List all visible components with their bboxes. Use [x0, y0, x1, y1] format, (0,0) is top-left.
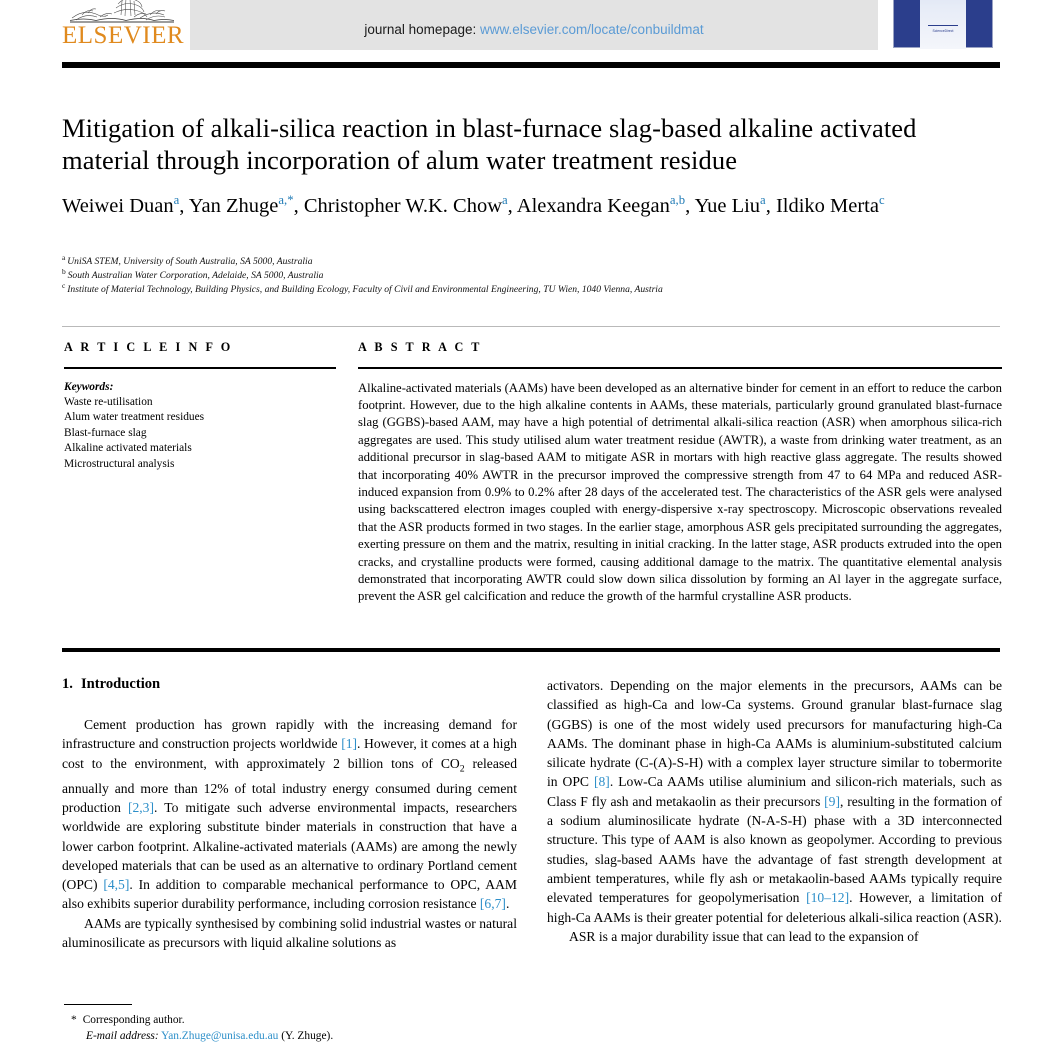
citation-link[interactable]: [9] [824, 793, 841, 809]
citation-link[interactable]: [4,5] [103, 877, 130, 893]
author-affiliation-marker: a [502, 193, 508, 208]
article-info-column [64, 340, 336, 472]
footnote-email-line [64, 1029, 519, 1045]
journal-homepage-link[interactable]: www.elsevier.com/locate/conbuildmat [480, 22, 704, 37]
section-title: Introduction [80, 676, 161, 692]
citation-link[interactable]: [10–12] [806, 890, 850, 906]
author-name: Yan Zhuge [188, 195, 279, 217]
keyword-item: Blast-furnace slag [64, 426, 147, 439]
body-paragraph: Cement production has grown rapidly with the increasing demand for infrastructure and construction projects worldwide [1]. However, it comes at a high cost to the environment, with approximately 2 billion tons of $CO_2$ released annually and more than 12% of total industry energy consumed during cement production [2,3]. To mitigate such adverse environmental impacts, researchers worldwide are exploring substitute binder materials in construction that have a lower carbon footprint. Alkaline-activated materials (AAMs) are among the newly developed materials that can be used as an alternative to ordinary Portland cement (OPC) [4,5]. In addition to comparable mechanical performance to OPC, AAM also exhibits superior durability performance, including corrosion resistance [6,7]. [62, 717, 517, 912]
footnote-corresponding-text: Corresponding author. [82, 1014, 185, 1026]
article-info-rule [64, 367, 336, 369]
affiliation-list [62, 252, 1002, 297]
email-label: E-mail address: [86, 1029, 159, 1042]
author-name: Ildiko Merta [775, 195, 879, 217]
left-column-paragraphs [62, 715, 517, 952]
affiliation-text: Institute of Material Technology, Building Physics, and Building Ecology, Faculty of Civil and Environmental Engineering, TU Wien, 1040 Vienna, Austria [67, 284, 663, 295]
author-name: Weiwei Duan [62, 195, 174, 217]
affiliation-marker: a [62, 252, 68, 262]
citation-link[interactable]: [1] [341, 736, 358, 752]
keyword-item: Alkaline activated materials [64, 442, 192, 455]
affiliation-item [62, 252, 1002, 269]
keyword-item: Alum water treatment residues [64, 411, 205, 424]
body-paragraph: AAMs are typically synthesised by combining solid industrial wastes or natural aluminosilicate as precursors with liquid alkaline solutions as [62, 915, 517, 950]
affiliation-item [62, 266, 1002, 283]
elsevier-wordmark: ELSEVIER [62, 22, 185, 49]
affiliation-text: South Australian Water Corporation, Adelaide, SA 5000, Australia [67, 270, 324, 281]
body-paragraph: ASR is a major durability issue that can lead to the expansion of [569, 928, 919, 944]
author-affiliation-marker: a,b [669, 193, 686, 208]
author-affiliation-marker: a, [278, 193, 288, 208]
body-column-right [547, 676, 1002, 946]
journal-cover-thumbnail[interactable] [893, 0, 993, 48]
author-list: Weiwei Duan$^a$, Yan Zhuge$^{a,*}$, Christopher W.K. Chow$^a$, Alexandra Keegan$^{a,b}$, Yue Liu$^a$, Ildiko Merta$^c$ [62, 193, 885, 217]
panel-top-rule [62, 326, 1000, 327]
keywords-list [64, 395, 336, 472]
footnote-corresponding-line [64, 1013, 519, 1029]
body-columns [62, 676, 1002, 996]
corresponding-author-marker: * [287, 193, 294, 208]
abstract-text: Alkaline-activated materials (AAMs) have been developed as an alternative binder for cement in an effort to reduce the carbon footprint. However, due to the high alkaline contents in AAMs, these materials, particularly ground granulated blast-furnace slag (GGBS)-based AAM, may have a high potential of detrimental alkali-silica reaction (ASR) when amorphous silica-rich aggregates are used. This study utilised alum water treatment residue (AWTR), a waste from drinking water treatment, as an additional precursor in slag-based AAM to mitigate ASR in mortars with high reactive glass aggregate. The results showed that incorporating 40% AWTR in the precursor improved the compressive strength from 47 to 64 MPa and reduced ASR-induced expansion from 0.9% to 0.2% after 28 days of the accelerated test. The characteristics of the ASR gels were analysed using backscattered electron images coupled with energy-dispersive x-ray spectroscopy. Microscopic observations revealed that the ASR products formed in two stages. In the earlier stage, amorphous ASR gels precipitated surrounding the aggregates, exerting pressure on them and the matrix, resulting in initial cracking. In the latter stage, ASR products extruded into the open cracks, and crystalline products were formed, causing additional damage to the matrix. The quantitative elemental analysis demonstrated that incorporating AWTR could slow down silica dissolution by forming an Al layer in the aggregate surface, prevent the ASR gel calcification and reduce the growth of the harmful crystalline ASR products. [358, 380, 1002, 604]
journal-homepage-bar [190, 0, 878, 50]
section-heading-introduction [62, 676, 517, 693]
cover-footer-text: ScienceDirect [932, 29, 954, 33]
journal-cover-panel [920, 0, 966, 49]
keywords-label: Keywords: [64, 380, 114, 393]
footnote-rule [64, 1004, 132, 1005]
abstract-rule [358, 367, 1002, 369]
author-affiliation-marker: c [878, 193, 885, 208]
abstract-column [358, 340, 1002, 606]
corresponding-author-footnote [64, 1004, 519, 1044]
citation-link[interactable]: [6,7] [479, 896, 506, 912]
author-name: Yue Liu [694, 195, 761, 217]
footnote-star: * [71, 1014, 77, 1026]
journal-homepage-line [190, 22, 878, 37]
cover-divider [928, 25, 958, 26]
email-link[interactable]: Yan.Zhuge@unisa.edu.au [161, 1029, 279, 1042]
article-info-heading: A R T I C L E I N F O [64, 340, 233, 354]
subscript-text: 2 [459, 763, 465, 775]
homepage-label: journal homepage: [364, 22, 477, 37]
citation-link[interactable]: [2,3] [127, 799, 154, 815]
abstract-bottom-rule [62, 648, 1000, 652]
right-column-paragraphs [547, 676, 1002, 946]
journal-masthead [0, 0, 1058, 56]
affiliation-marker: b [62, 266, 68, 276]
email-owner: (Y. Zhuge). [281, 1029, 334, 1042]
affiliation-text: UniSA STEM, University of South Australia, SA 5000, Australia [67, 256, 313, 267]
abstract-heading: A B S T R A C T [358, 340, 483, 354]
title-block [62, 112, 1002, 176]
body-column-left [62, 676, 517, 952]
author-name: Christopher W.K. Chow [303, 195, 503, 217]
keyword-item: Waste re-utilisation [64, 396, 153, 408]
section-number: 1. [62, 676, 73, 692]
author-affiliation-marker: a [173, 193, 180, 208]
author-affiliation-marker: a [760, 193, 766, 208]
affiliation-marker: c [62, 280, 68, 290]
body-paragraph: activators. Depending on the major elements in the precursors, AAMs can be classified as high-Ca and low-Ca systems. Ground granular blast-furnace slag (GGBS) is one of the most widely used precursors for manufacturing high-Ca AAMs. The dominant phase in high-Ca AAMs is aluminium-substituted calcium silicate hydrate (C-(A)-S-H) with a complex layer structure similar to tobermorite in OPC [8]. Low-Ca AAMs utilise aluminium and silicon-rich materials, such as Class F fly ash and metakaolin as their precursors [9], resulting in the formation of a sodium aluminosilicate hydrate (N-A-S-H) phase with a 3D interconnected structure. This type of AAM is also known as geopolymer. According to previous studies, slag-based AAMs have the advantage of fast strength development at ambient temperatures, while fly ash or metakaolin-based AAMs typically require elevated temperatures for geopolymerisation [10–12]. However, a limitation of high-Ca AAMs is their greater potential for deleterious alkali-silica reaction (ASR). [547, 678, 1003, 925]
keyword-item: Microstructural analysis [64, 457, 175, 470]
citation-link[interactable]: [8] [593, 774, 610, 790]
author-name: Alexandra Keegan [516, 195, 670, 217]
masthead-bottom-rule [62, 62, 1000, 68]
page-title: Mitigation of alkali-silica reaction in blast-furnace slag-based alkaline activated material through incorporation of alum water treatment residue [62, 113, 917, 175]
elsevier-logo[interactable] [62, 0, 185, 54]
affiliation-item [62, 280, 1002, 297]
